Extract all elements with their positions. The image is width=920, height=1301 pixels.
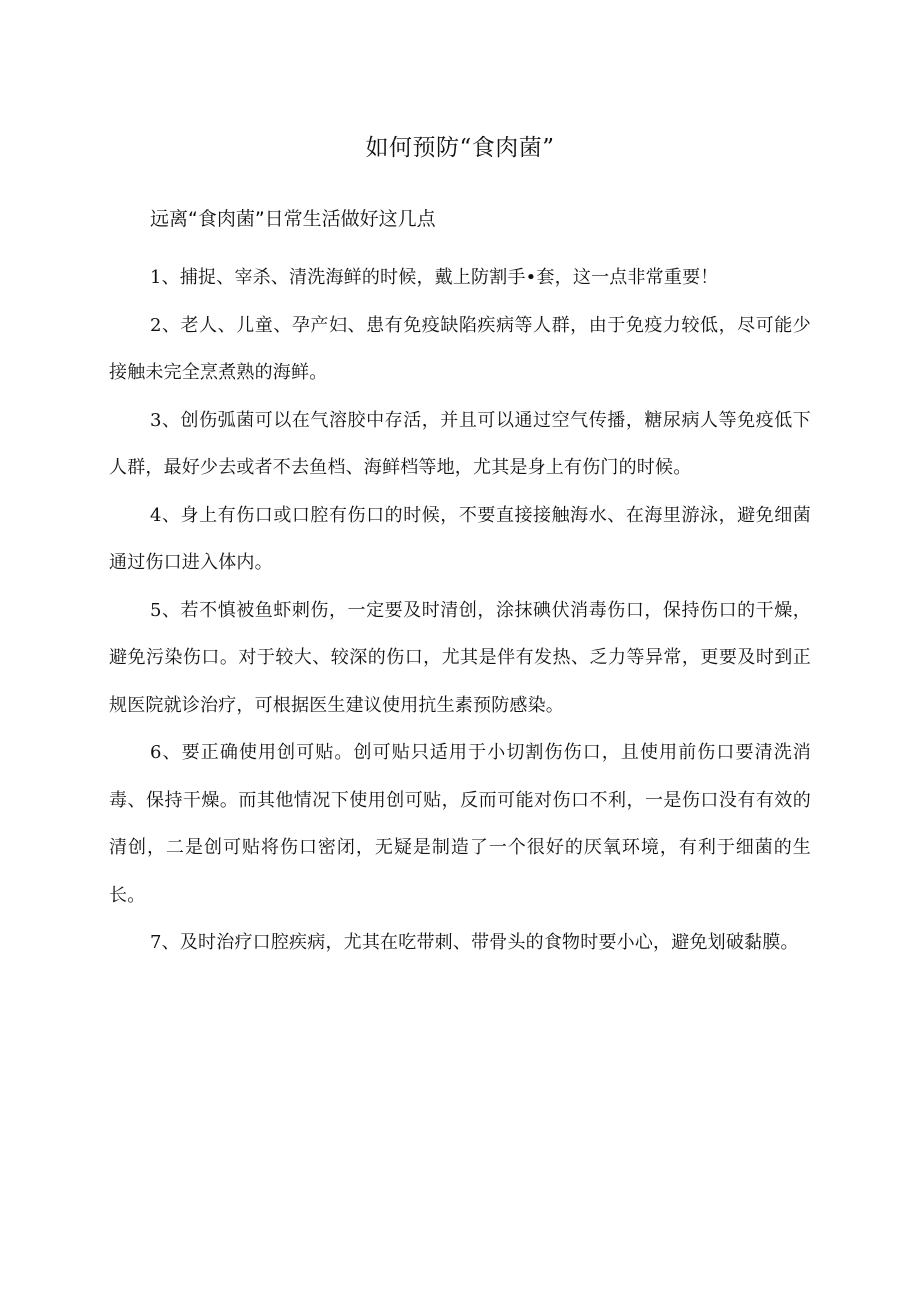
paragraph-3: 3、创伤弧菌可以在气溶胶中存活，并且可以通过空气传播，糖尿病人等免疫低下人群，最好少去或者不去鱼档、海鲜档等地，尤其是身上有伤门的时候。 bbox=[109, 409, 811, 478]
paragraph-4: 4、身上有伤口或口腔有伤口的时候，不要直接接触海水、在海里游泳，避免细菌通过伤口进入体内。 bbox=[109, 504, 811, 573]
section-subtitle: 远离“食肉菌”日常生活做好这几点 bbox=[150, 208, 436, 230]
paragraph-6: 6、要正确使用创可贴。创可贴只适用于小切割伤伤口，且使用前伤口要清洗消毒、保持干燥。而其他情况下使用创可贴，反而可能对伤口不利，一是伤口没有有效的清创，二是创可贴将伤口密闭，无疑是制造了一个很好的厌氧环境，有利于细菌的生长。 bbox=[109, 742, 811, 906]
paragraph-7: 7、及时治疗口腔疾病，尤其在吃带刺、带骨头的食物时要小心，避免划破黏膜。 bbox=[150, 932, 799, 953]
document-title: 如何预防“食肉菌” bbox=[365, 135, 555, 161]
paragraph-5: 5、若不慎被鱼虾刺伤，一定要及时清创，涂抹碘伏消毒伤口，保持伤口的干燥，避免污染伤口。对于较大、较深的伤口，尤其是伴有发热、乏力等异常，更要及时到正规医院就诊治疗，可根据医生建议使用抗生素预防感染。 bbox=[109, 599, 811, 716]
paragraph-2: 2、老人、儿童、孕产妇、患有免疫缺陷疾病等人群，由于免疫力较低，尽可能少接触未完全烹煮熟的海鲜。 bbox=[109, 314, 811, 383]
paragraph-1: 1、捕捉、宰杀、清洗海鲜的时候，戴上防割手•套，这一点非常重要！ bbox=[150, 267, 719, 288]
document-body bbox=[109, 254, 811, 967]
